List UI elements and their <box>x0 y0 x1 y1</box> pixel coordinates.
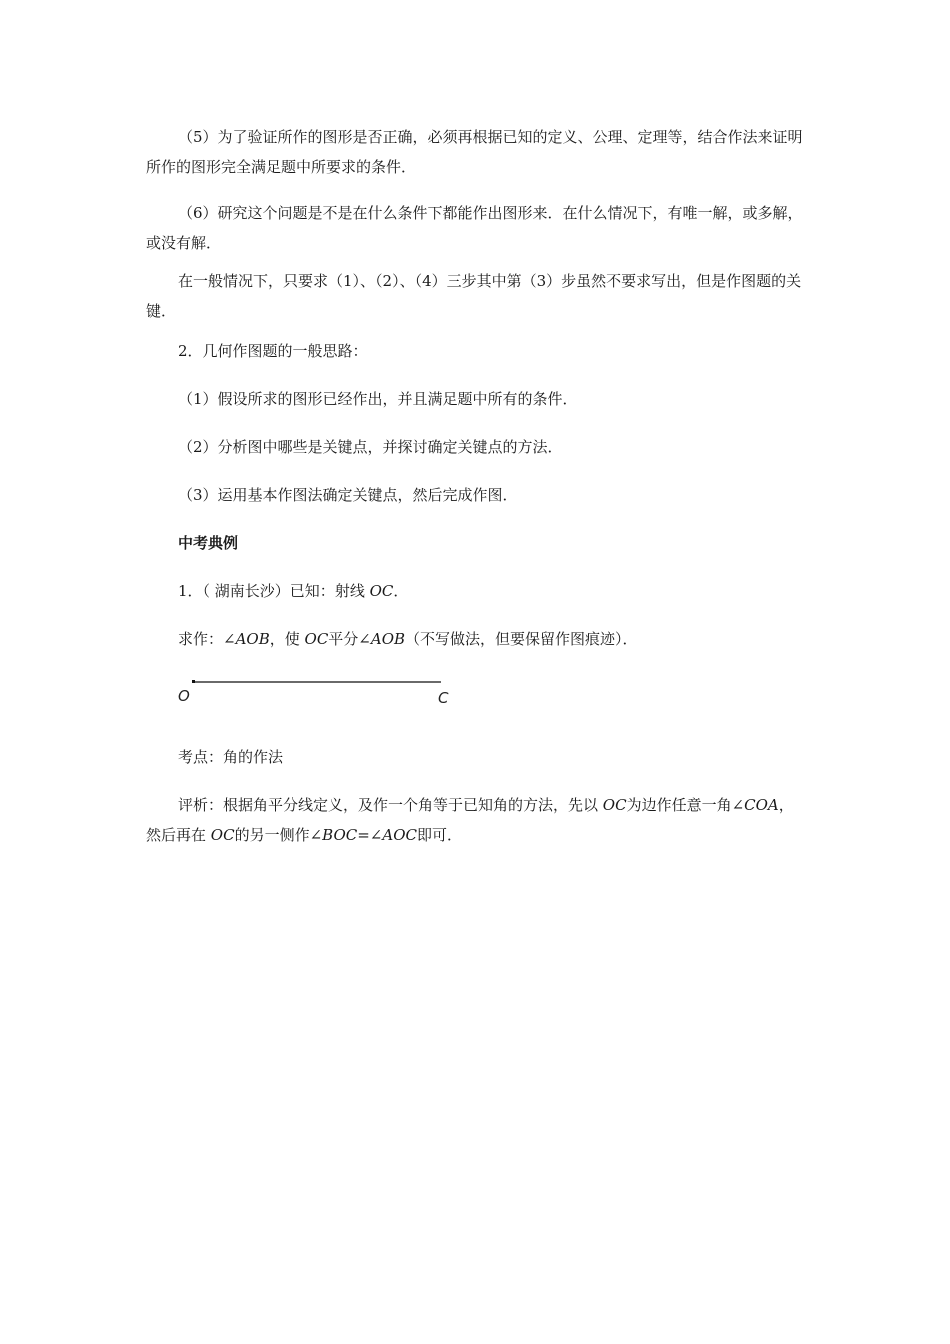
ray-oc-diagram <box>176 672 466 712</box>
variable-aob: AOB <box>370 630 406 648</box>
analysis-text: =∠ <box>357 826 383 844</box>
task-text: ，使 <box>269 630 305 648</box>
ray-oc-figure <box>176 672 466 712</box>
paragraph-step-6: （6）研究这个问题是不是在什么条件下都能作出图形来．在什么情况下，有唯一解，或多解，或没有解． <box>146 204 803 252</box>
paragraph-pingxi <box>146 790 806 850</box>
variable-boc: BOC <box>322 826 358 844</box>
paragraph-idea-2: （2）分析图中哪些是关键点，并探讨确定关键点的方法． <box>178 438 563 456</box>
paragraph-step-5: （5）为了验证所作的图形是否正确，必须再根据已知的定义、公理、定理等，结合作法来证明所作的图形完全满足题中所要求的条件． <box>146 128 803 176</box>
variable-oc: OC <box>304 630 329 648</box>
question-text: 1．（ 湖南长沙）已知：射线 <box>178 582 370 600</box>
example-question <box>146 576 806 606</box>
task-text: 平分∠ <box>328 630 371 648</box>
section-title: 中考典例 <box>178 534 239 552</box>
variable-coa: COA <box>744 796 779 814</box>
analysis-text: ，然后再在 <box>146 796 794 844</box>
analysis-text: 即可． <box>416 826 462 844</box>
variable-oc: OC <box>210 826 235 844</box>
analysis-text: 的另一侧作∠ <box>234 826 323 844</box>
heading-general-idea: 2．几何作图题的一般思路： <box>178 342 368 360</box>
variable-aob: AOB <box>235 630 270 648</box>
task-text: （不写做法，但要保留作图痕迹）． <box>405 630 638 648</box>
example-task <box>146 624 806 654</box>
analysis-text: 评析：根据角平分线定义，及作一个角等于已知角的方法，先以 <box>178 796 603 814</box>
label-c: C <box>438 689 449 707</box>
question-end: ． <box>393 582 409 600</box>
paragraph-idea-3: （3）运用基本作图法确定关键点，然后完成作图． <box>178 486 518 504</box>
variable-aoc: AOC <box>382 826 417 844</box>
variable-oc: OC <box>602 796 627 814</box>
variable-oc: OC <box>369 582 394 600</box>
paragraph-general-case: 在一般情况下，只要求（1）、（2）、（4）三步其中第（3）步虽然不要求写出，但是作图题的关键． <box>146 272 802 320</box>
analysis-text: 为边作任意一角∠ <box>626 796 745 814</box>
paragraph-idea-1: （1）假设所求的图形已经作出，并且满足题中所有的条件． <box>178 390 578 408</box>
paragraph-kaodian: 考点：角的作法 <box>178 748 284 766</box>
label-o: O <box>178 687 190 705</box>
task-text: 求作：∠ <box>178 630 236 648</box>
